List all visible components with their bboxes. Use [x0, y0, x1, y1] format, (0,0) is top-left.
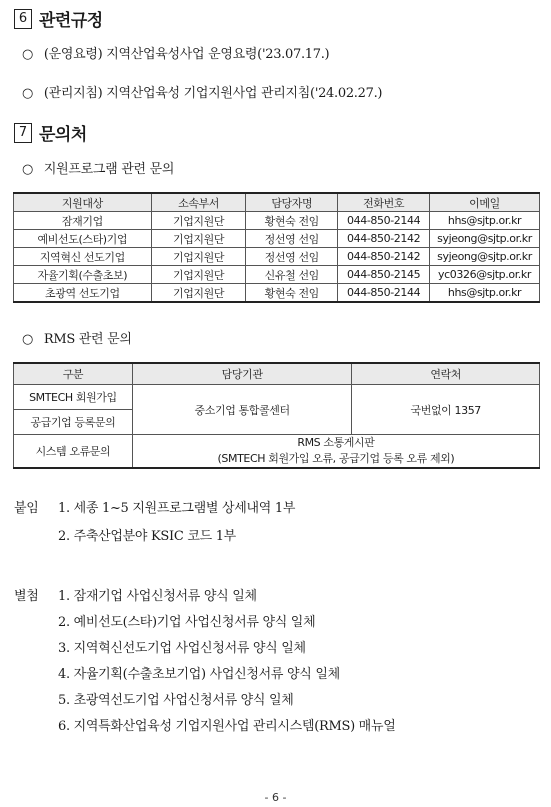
table-cell: 정선영 선임 [246, 248, 338, 266]
table-cell: 시스템 오류문의 [14, 435, 133, 469]
bullet-circle-icon: ○ [22, 86, 34, 101]
table-header-row [14, 363, 540, 385]
table-cell: 기업지원단 [151, 248, 246, 266]
table-cell: 기업지원단 [151, 230, 246, 248]
table-row [14, 284, 540, 303]
table-row [14, 212, 540, 230]
email-cell: syjeong@sjtp.or.kr [430, 230, 540, 248]
table-cell: 044-850-2142 [338, 230, 430, 248]
header-cell: 소속부서 [151, 193, 246, 212]
table-cell: 공급기업 등록문의 [14, 410, 133, 435]
attachment-item: 붙임 1. 세종 1~5 지원프로그램별 상세내역 1부 [14, 497, 295, 516]
rms-heading: ○ RMS 관련 문의 [22, 332, 132, 347]
table-cell: 기업지원단 [151, 212, 246, 230]
table-cell: 국번없이 1357 [352, 385, 540, 435]
annex-item: 3. 지역혁신선도기업 사업신청서류 양식 일체 [58, 641, 306, 656]
annex-item: 4. 자율기획(수출초보기업) 사업신청서류 양식 일체 [58, 667, 340, 682]
annex-item: 별첨 1. 잠재기업 사업신청서류 양식 일체 [14, 585, 257, 604]
annex-item: 6. 지역특화산업육성 기업지원사업 관리시스템(RMS) 매뉴얼 [58, 719, 396, 734]
attachment-label: 붙임 [14, 501, 39, 516]
rms-contact-table [13, 362, 540, 469]
regulation-item: ○ (관리지침) 지역산업육성 기업지원사업 관리지침('24.02.27.) [22, 86, 383, 101]
table-row [14, 385, 540, 410]
header-cell: 담당기관 [132, 363, 352, 385]
table-cell: 044-850-2144 [338, 284, 430, 303]
header-cell: 담당자명 [246, 193, 338, 212]
table-cell: 기업지원단 [151, 266, 246, 284]
rms-board-note: (SMTECH 회원가입 오류, 공급기업 등록 오류 제외) [217, 452, 455, 465]
header-cell: 지원대상 [14, 193, 152, 212]
contact-table [13, 192, 540, 303]
section-number-box: 7 [14, 123, 32, 143]
attachment-item: 2. 주축산업분야 KSIC 코드 1부 [58, 529, 236, 544]
table-header-row [14, 193, 540, 212]
table-cell: 정선영 선임 [246, 230, 338, 248]
table-cell: 044-850-2144 [338, 212, 430, 230]
email-cell: hhs@sjtp.or.kr [430, 284, 540, 303]
table-cell: SMTECH 회원가입 [14, 385, 133, 410]
header-cell: 구분 [14, 363, 133, 385]
section-number-box: 6 [14, 9, 32, 29]
table-cell: 중소기업 통합콜센터 [132, 385, 352, 435]
annex-item: 2. 예비선도(스타)기업 사업신청서류 양식 일체 [58, 615, 316, 630]
section-title: 관련규정 [39, 11, 103, 31]
header-cell: 이메일 [430, 193, 540, 212]
page-number: - 6 - [264, 791, 287, 804]
table-row [14, 230, 540, 248]
email-cell: yc0326@sjtp.or.kr [430, 266, 540, 284]
table-cell: 초광역 선도기업 [14, 284, 152, 303]
table-cell: 신유철 선임 [246, 266, 338, 284]
table-cell: 자율기획(수출초보) [14, 266, 152, 284]
table-cell: 044-850-2145 [338, 266, 430, 284]
bullet-circle-icon: ○ [22, 162, 34, 177]
header-cell: 전화번호 [338, 193, 430, 212]
regulation-item: ○ (운영요령) 지역산업육성사업 운영요령('23.07.17.) [22, 47, 330, 62]
annex-label: 별첨 [14, 589, 39, 604]
table-cell: 잠재기업 [14, 212, 152, 230]
bullet-circle-icon: ○ [22, 47, 34, 62]
table-cell [132, 435, 539, 469]
section-6-heading [14, 6, 103, 31]
contact-heading: ○ 지원프로그램 관련 문의 [22, 162, 175, 177]
rms-board-label: RMS 소통게시판 [297, 436, 375, 449]
section-7-heading [14, 120, 87, 145]
table-row [14, 435, 540, 469]
table-cell: 044-850-2142 [338, 248, 430, 266]
table-row [14, 266, 540, 284]
header-cell: 연락처 [352, 363, 540, 385]
bullet-circle-icon: ○ [22, 332, 34, 347]
email-cell: syjeong@sjtp.or.kr [430, 248, 540, 266]
table-row [14, 248, 540, 266]
table-cell: 기업지원단 [151, 284, 246, 303]
email-cell: hhs@sjtp.or.kr [430, 212, 540, 230]
table-cell: 황현숙 전임 [246, 212, 338, 230]
table-cell: 예비선도(스타)기업 [14, 230, 152, 248]
annex-item: 5. 초광역선도기업 사업신청서류 양식 일체 [58, 693, 294, 708]
table-cell: 지역혁신 선도기업 [14, 248, 152, 266]
table-cell: 황현숙 전임 [246, 284, 338, 303]
section-title: 문의처 [39, 125, 87, 145]
